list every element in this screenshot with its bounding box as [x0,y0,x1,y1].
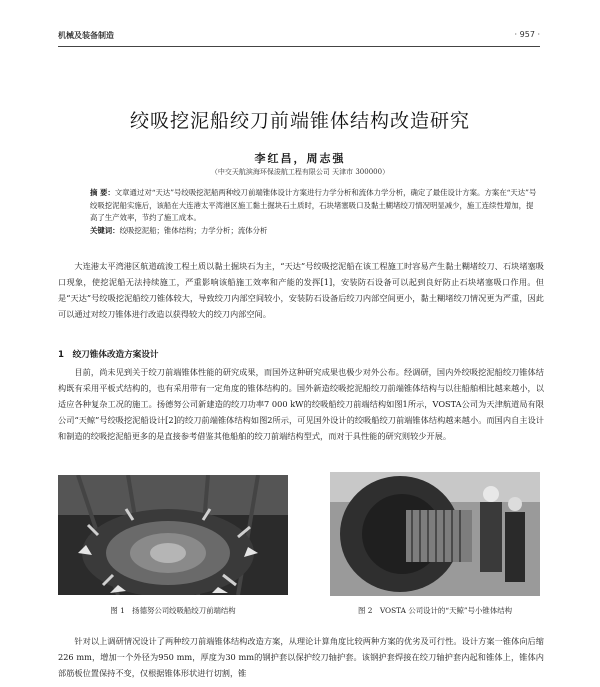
section-1-text: 目前，尚未见到关于绞刀前端锥体性能的研究成果，而国外这种研究成果也极少对外公布。经调研，国内外绞吸挖泥船绞刀锥体结构既有采用平板式结构的，也有采用带有一定角度的锥体结构的。国外新造绞吸挖泥船绞刀前端锥体结构与以往船舶相比越来越小，以适应各种复杂工况的施工。扬德努公司新建造的绞刀功率7 000 kW的绞吸船绞刀前端结构如图1所示，VOSTA公司为天津航道局有限公司“天鲸”号绞吸挖泥船设计[2]的绞刀前端锥体结构如图2所示，可见国外设计的绞吸船绞刀前端锥体结构越来越小。而国内自主设计和制造的绞吸挖泥船更多的是直接参考借鉴其他船舶的绞刀前端结构型式，而对于具性能的研究则较少开展。 [58,367,544,441]
figure-1-caption: 图 1 扬德努公司绞吸船绞刀前端结构 [110,606,236,615]
section-heading: 1 绞刀锥体改造方案设计 [58,350,159,360]
page-header [58,30,540,44]
abstract-text: 文章通过对“天达”号绞吸挖泥船两种绞刀前端锥体设计方案进行力学分析和流体力学分析，确定了最佳设计方案。方案在“天达”号绞吸挖泥船实施后，该船在大连港太平湾港区施工黏土掘块石土质时，石块堵塞吸口及黏土糊堵绞刀情况明显减少，施工连续性增加，提高了生产效率，节约了施工成本。 [90,188,537,222]
keywords: 绞吸挖泥船；锥体结构；力学分析；流体分析 [119,225,268,235]
figure-2-caption: 图 2 VOSTA 公司设计的“天鲸”号小锥体结构 [357,606,512,615]
intro-paragraph [58,258,544,322]
figure-1-photo [58,475,288,595]
figure-2-photo [330,472,540,596]
closing-text: 针对以上调研情况设计了两种绞刀前端锥体结构改造方案，从理论计算角度比较两种方案的优劣及可行性。设计方案一锥体向后缩226 mm，增加一个外径为950 mm，厚度为30 mm的钢护套以保护绞刀轴护套。该钢护套焊接在绞刀轴护套内起和锥体上，锥体内部筋板位置保持不变，仅根据锥体形状进行切割，锥 [58,636,544,678]
abstract [90,187,540,237]
section-1-body [58,364,544,444]
paper-title: 绞吸挖泥船绞刀前端锥体结构改造研究 [129,110,470,132]
journal-name: 机械及装备制造 [58,31,114,40]
page-number: · 957 · [514,30,540,39]
header-rule [58,46,540,47]
closing-paragraph [58,633,544,681]
abstract-label: 摘 要： [90,188,115,197]
affiliation: （中交天航滨海环保浚航工程有限公司 天津市 300000） [210,168,390,176]
intro-text: 大连港太平湾港区航道疏浚工程土质以黏土掘块石为主，“天达”号绞吸挖泥船在该工程施工时容易产生黏土糊堵绞刀、石块堵塞吸口现象，使挖泥船无法持续施工，严重影响该船施工效率和产能的发挥[1]，安装防石设备可以起到良好防止石块堵塞吸口作用。但是“天达”号绞吸挖泥船绞刀锥体较大，导致绞刀内部空间较小，安装防石设备后绞刀内部空间更小，黏土糊堵绞刀情况更为严重，因此可以通过对绞刀锥体进行改造以获得较大的绞刀内部空间。 [58,261,544,319]
authors: 李红昌，周志强 [254,152,346,165]
keywords-label: 关键词： [90,225,120,235]
